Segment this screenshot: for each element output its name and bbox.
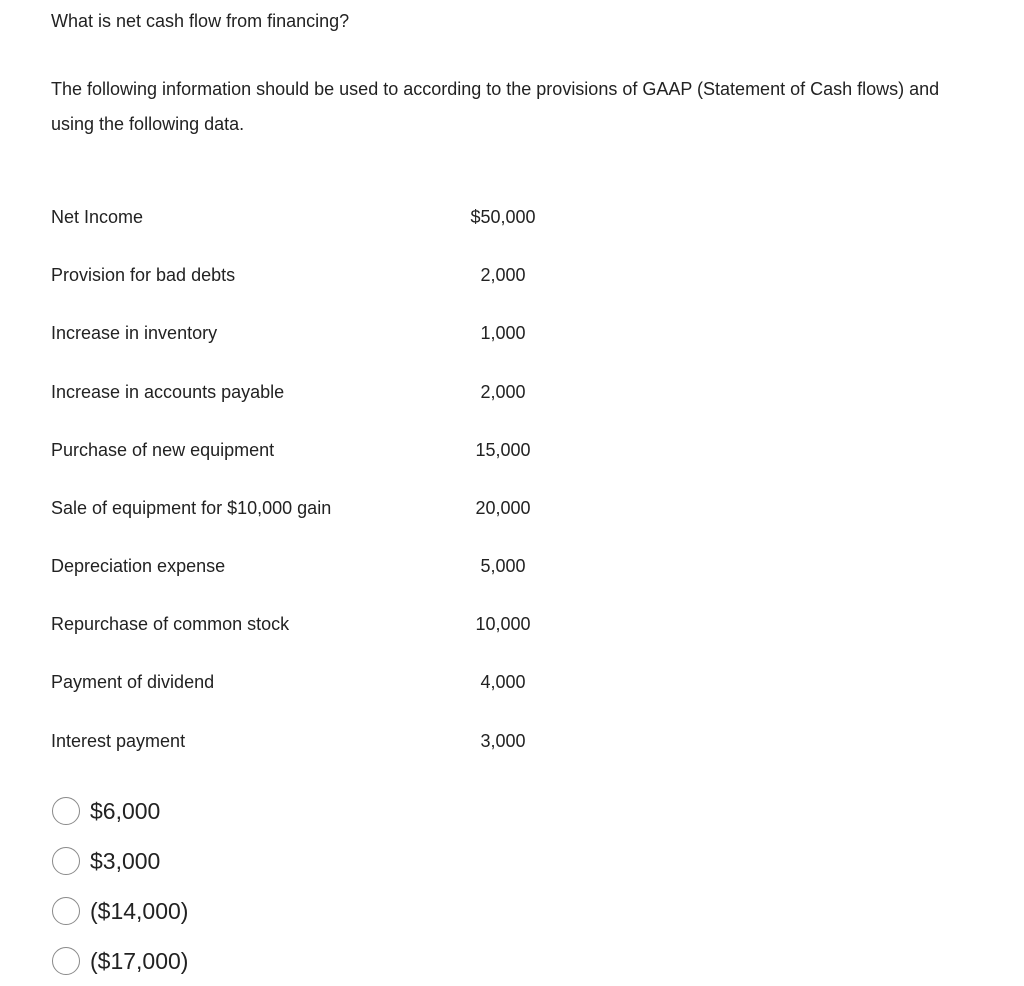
row-value: 2,000 xyxy=(480,265,526,285)
row-label: Payment of dividend xyxy=(51,672,215,692)
data-row-payment-dividend xyxy=(51,670,571,694)
answer-option-label[interactable]: ($17,000) xyxy=(90,948,189,974)
answer-option-label[interactable]: $6,000 xyxy=(90,798,161,824)
row-label: Provision for bad debts xyxy=(51,265,236,285)
data-row-increase-accounts-payable xyxy=(51,380,571,404)
row-label: Increase in inventory xyxy=(51,323,218,343)
answer-option-label[interactable]: $3,000 xyxy=(90,848,161,874)
row-value: $50,000 xyxy=(470,207,536,227)
data-row-sale-equipment xyxy=(51,496,571,520)
data-row-purchase-equipment xyxy=(51,438,571,462)
row-label: Interest payment xyxy=(51,731,186,751)
data-row-repurchase-stock xyxy=(51,612,571,636)
row-label: Net Income xyxy=(51,207,144,227)
answer-option-2[interactable] xyxy=(52,836,188,886)
row-label: Increase in accounts payable xyxy=(51,382,285,402)
answer-option-4[interactable] xyxy=(52,936,188,986)
data-row-provision-bad-debts xyxy=(51,263,571,287)
intro-paragraph: The following information should be used to according to the provisions of GAAP (Statement of Cash flows) and using the following data. xyxy=(51,79,940,134)
radio-button[interactable] xyxy=(52,797,80,825)
data-row-increase-inventory xyxy=(51,321,571,345)
row-value: 15,000 xyxy=(475,440,531,460)
row-label: Depreciation expense xyxy=(51,556,226,576)
answer-options xyxy=(52,786,188,986)
row-label: Sale of equipment for $10,000 gain xyxy=(51,498,332,518)
row-value: 1,000 xyxy=(480,323,526,343)
row-label: Purchase of new equipment xyxy=(51,440,275,460)
question-title: What is net cash flow from financing? xyxy=(51,11,350,31)
answer-option-1[interactable] xyxy=(52,786,188,836)
row-label: Repurchase of common stock xyxy=(51,614,290,634)
row-value: 5,000 xyxy=(480,556,526,576)
row-value: 10,000 xyxy=(475,614,531,634)
data-row-depreciation xyxy=(51,554,571,578)
data-row-interest-payment xyxy=(51,729,571,753)
answer-option-label[interactable]: ($14,000) xyxy=(90,898,189,924)
row-value: 4,000 xyxy=(480,672,526,692)
radio-button[interactable] xyxy=(52,947,80,975)
answer-option-3[interactable] xyxy=(52,886,188,936)
row-value: 2,000 xyxy=(480,382,526,402)
radio-button[interactable] xyxy=(52,847,80,875)
row-value: 3,000 xyxy=(480,731,526,751)
radio-button[interactable] xyxy=(52,897,80,925)
row-value: 20,000 xyxy=(475,498,531,518)
data-row-net-income xyxy=(51,205,571,229)
